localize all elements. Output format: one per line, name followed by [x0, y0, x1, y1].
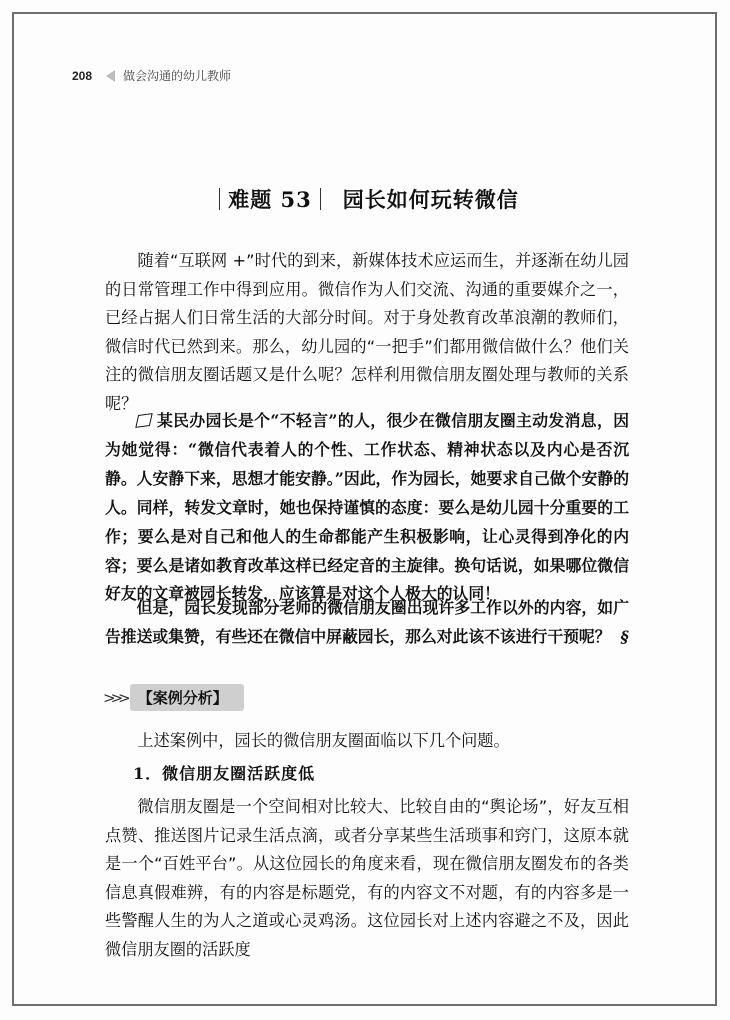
case-paragraph-2 [105, 594, 629, 652]
divider-bar-left [219, 188, 220, 210]
analysis-paragraph: 微信朋友圈是一个空间相对比较大、比较自由的“舆论场”，好友互相点赞、推送图片记录生活点滴，或者分享某些生活琐事和窍门，这原本就是一个“百姓平台”。从这位园长的角度来看，现在微信朋友圈发布的各类信息真假难辨，有的内容是标题党，有的内容文不对题，有的内容多是一些警醒人生的为人之道或心灵鸡汤。这位园长对上述内容避之不及，因此微信朋友圈的活跃度 [105, 797, 629, 959]
case-paragraph-1 [105, 407, 629, 609]
analysis-subheading: 1．微信朋友圈活跃度低 [133, 764, 316, 783]
end-mark: § [620, 626, 629, 646]
divider-bar-right [320, 188, 321, 210]
chapter-title [0, 184, 730, 214]
analysis-lead: 上述案例中，园长的微信朋友圈面临以下几个问题。 [137, 731, 510, 750]
book-title: 做会沟通的幼儿教师 [123, 69, 232, 83]
section-label: 【案例分析】 [130, 684, 244, 711]
case-paragraph-2-text: 但是，园长发现部分老师的微信朋友圈出现许多工作以外的内容，如广告推送或集赞，有些还在微信中屏蔽园长，那么对此该不该进行干预呢？ [105, 598, 629, 646]
triangle-left-icon [106, 70, 115, 82]
intro-paragraph: 随着“互联网 +”时代的到来，新媒体技术应运而生，并逐渐在幼儿园的日常管理工作中得到应用。微信作为人们交流、沟通的重要媒介之一，已经占据人们日常生活的大部分时间。对于身处教育改革浪潮的教师们，微信时代已然到来。那么，幼儿园的“一把手”们都用微信做什么？他们关注的微信朋友圈话题又是什么呢？怎样利用微信朋友圈处理与教师的关系呢？ [105, 251, 629, 413]
chapter-heading: 园长如何玩转微信 [342, 187, 519, 212]
section-header [103, 684, 244, 711]
case-paragraph-1-text: 某民办园长是个“不轻言”的人，很少在微信朋友圈主动发消息，因为她觉得：“微信代表着人的个性、工作状态、精神状态以及内心是否沉静。人安静下来，思想才能安静。”因此，作为园长，她要求自己做个安静的人。同样，转发文章时，她也保持谨慎的态度：要么是幼儿园十分重要的工作；要么是对自己和他人的生命都能产生积极影响，让心灵得到净化的内容；要么是诸如教育改革这样已经定音的主旋律。换句话说，如果哪位微信好友的文章被园长转发，应该算是对这个人极大的认同！ [105, 411, 629, 604]
running-head [72, 67, 231, 84]
pencil-icon [135, 413, 152, 428]
chapter-label: 难题 53 [228, 187, 312, 212]
page-number: 208 [72, 68, 93, 83]
triple-chevron-icon: >>> [103, 688, 126, 707]
